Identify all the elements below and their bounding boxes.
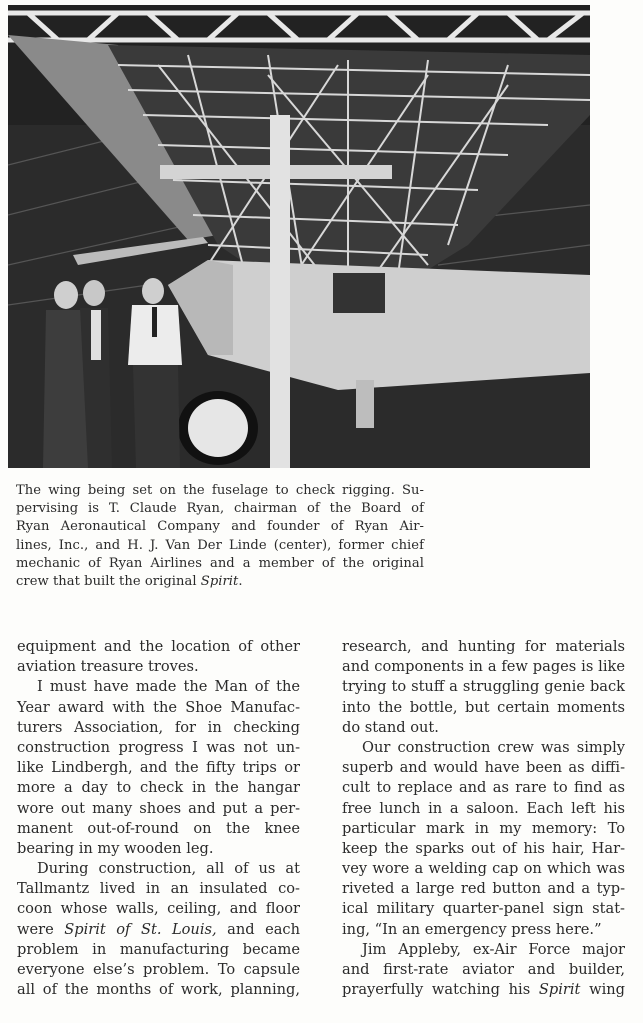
caption-line: The wing being set on the fuselage to check rigging. Su- <box>16 483 424 498</box>
caption-line: pervising is T. Claude Ryan, chairman of the Board of <box>16 501 424 517</box>
body-line: I must have made the Man of the <box>37 678 300 696</box>
body-line: like Lindbergh, and the fifty trips or <box>17 759 300 777</box>
body-line: cult to replace and as rare to find as <box>342 779 625 797</box>
body-line: Year award with the Shoe Manufac- <box>17 698 300 716</box>
body-line: free lunch in a saloon. Each left his <box>342 799 625 817</box>
caption-text: crew that built the original <box>16 573 201 589</box>
photo-caption <box>16 482 424 591</box>
body-line-mixed <box>342 980 625 1000</box>
italic-spirit-of-st-louis: Spirit of St. Louis, <box>64 920 217 938</box>
body-line: vey wore a welding cap on which was <box>342 860 625 878</box>
body-line: During construction, all of us at <box>37 860 300 878</box>
body-line: Our construction crew was simply <box>362 738 625 756</box>
body-line: and first-rate aviator and builder, <box>342 961 625 978</box>
body-line: ing, “In an emergency press here.” <box>342 920 602 938</box>
body-line: manent out-of-round on the knee <box>17 819 300 837</box>
caption-line: lines, Inc., and H. J. Van Der Linde (center), former chief <box>16 537 424 553</box>
body-line: Tallmantz lived in an insulated co- <box>17 880 300 898</box>
caption-period: . <box>238 573 243 589</box>
hangar-photograph <box>8 5 590 468</box>
body-line: problem in manufacturing became <box>17 940 300 958</box>
body-line: aviation treasure troves. <box>17 658 199 676</box>
body-line: wore out many shoes and put a per- <box>17 799 300 817</box>
body-line: superb and would have been as diffi- <box>342 759 625 777</box>
caption-line-last <box>16 573 424 591</box>
body-line: do stand out. <box>342 718 439 736</box>
body-text: were <box>17 920 65 938</box>
body-line: research, and hunting for materials <box>342 638 625 655</box>
body-line: construction progress I was not un- <box>17 738 300 756</box>
body-line: and components in a few pages is like <box>342 658 625 676</box>
body-line: bearing in my wooden leg. <box>17 839 214 857</box>
caption-line: Ryan Aeronautical Company and founder of Ryan Air- <box>16 519 424 535</box>
caption-italic-spirit: Spirit <box>200 573 239 589</box>
body-text: and each <box>216 920 300 938</box>
body-line: Jim Appleby, ex-Air Force major <box>362 940 625 958</box>
italic-spirit: Spirit <box>538 981 581 999</box>
body-text: prayerfully watching his <box>342 981 539 999</box>
body-column-left <box>17 637 300 1000</box>
body-line: equipment and the location of other <box>17 638 300 655</box>
body-line: trying to stuff a struggling genie back <box>342 678 625 696</box>
body-line: all of the months of work, planning, <box>17 981 300 999</box>
photo-illustration <box>8 5 590 468</box>
body-line: everyone else’s problem. To capsule <box>17 961 300 978</box>
caption-line: mechanic of Ryan Airlines and a member of the original <box>16 555 424 571</box>
body-line: turers Association, for in checking <box>17 718 300 736</box>
body-line: particular mark in my memory: To <box>342 819 625 837</box>
body-line: into the bottle, but certain moments <box>342 698 625 716</box>
body-line-mixed <box>17 920 300 940</box>
body-line: riveted a large red button and a typ- <box>342 880 625 898</box>
body-text: wing <box>580 981 625 999</box>
body-line: coon whose walls, ceiling, and floor <box>17 900 300 918</box>
body-line: ical military quarter-panel sign stat- <box>342 900 625 918</box>
body-line: more a day to check in the hangar <box>17 779 300 797</box>
body-column-right <box>342 637 625 1000</box>
body-line: keep the sparks out of his hair, Har- <box>342 839 625 857</box>
